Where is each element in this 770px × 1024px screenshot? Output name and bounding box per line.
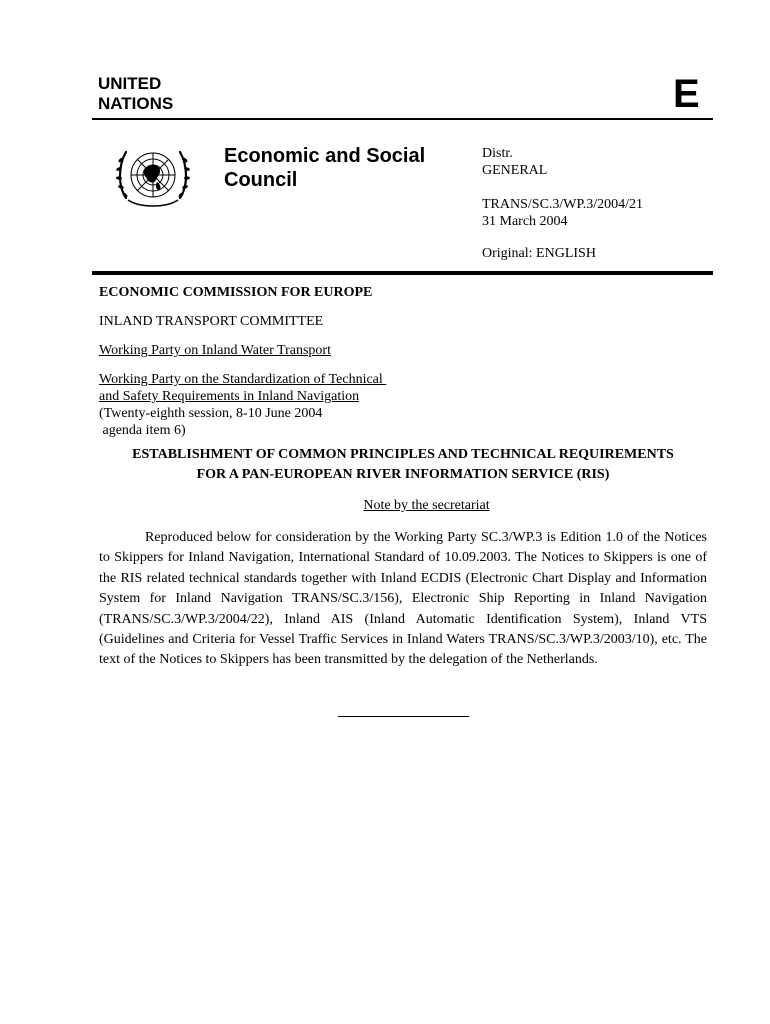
organization-name	[98, 74, 173, 114]
body-paragraph: Reproduced below for consideration by the Working Party SC.3/WP.3 is Edition 1.0 of the Notices to Skippers for Inland Navigation, International Standard of 10.09.2003. The Notices to Skippers is one of the RIS related technical standards together with Inland ECDIS (Electronic Chart Display and Information System for Inland Navigation TRANS/SC.3/156), Electronic Ship Reporting in Inland Navigation (TRANS/SC.3/WP.3/2004/22), Inland AIS (Inland Automatic Identification System), Inland VTS (Guidelines and Criteria for Vessel Traffic Services in Inland Waters TRANS/SC.3/WP.3/2003/10), etc. The text of the Notices to Skippers has been transmitted by the delegation of the Netherlands.	[99, 530, 707, 668]
session-info: (Twenty-eighth session, 8-10 June 2004	[99, 406, 323, 421]
council-name-line2: Council	[224, 169, 298, 191]
header-bottom-divider	[92, 271, 713, 275]
language-letter: E	[673, 72, 700, 116]
distribution-label: Distr.	[482, 146, 513, 161]
organization-name-line2: NATIONS	[98, 94, 174, 113]
document-title-line2: FOR A PAN-EUROPEAN RIVER INFORMATION SERVICE (RIS)	[196, 467, 610, 482]
note-heading-text: Note by the secretariat	[363, 498, 490, 513]
original-language: Original: ENGLISH	[482, 246, 596, 261]
note-heading	[99, 497, 754, 514]
document-title-line1: ESTABLISHMENT OF COMMON PRINCIPLES AND TECHNICAL REQUIREMENTS	[132, 447, 674, 462]
working-party-2-line1: Working Party on the Standardization of Technical	[99, 372, 387, 387]
committee-heading: INLAND TRANSPORT COMMITTEE	[99, 314, 324, 329]
working-party-2-block	[99, 371, 386, 439]
document-title	[99, 445, 707, 485]
distribution-block	[482, 145, 547, 179]
organization-name-line1: UNITED	[98, 74, 162, 93]
working-party-2-line2: and Safety Requirements in Inland Navigation	[99, 389, 360, 404]
document-symbol-block	[482, 196, 643, 230]
working-party-1: Working Party on Inland Water Transport	[99, 343, 331, 358]
document-date: 31 March 2004	[482, 214, 568, 229]
council-name-line1: Economic and Social	[224, 145, 426, 167]
header-divider	[92, 118, 713, 120]
agenda-item: agenda item 6)	[99, 423, 186, 438]
distribution-level: GENERAL	[482, 163, 548, 178]
council-name	[224, 144, 425, 192]
commission-heading: ECONOMIC COMMISSION FOR EUROPE	[99, 285, 373, 300]
end-divider	[338, 716, 469, 717]
un-emblem-icon	[112, 142, 194, 212]
document-symbol: TRANS/SC.3/WP.3/2004/21	[482, 197, 644, 212]
